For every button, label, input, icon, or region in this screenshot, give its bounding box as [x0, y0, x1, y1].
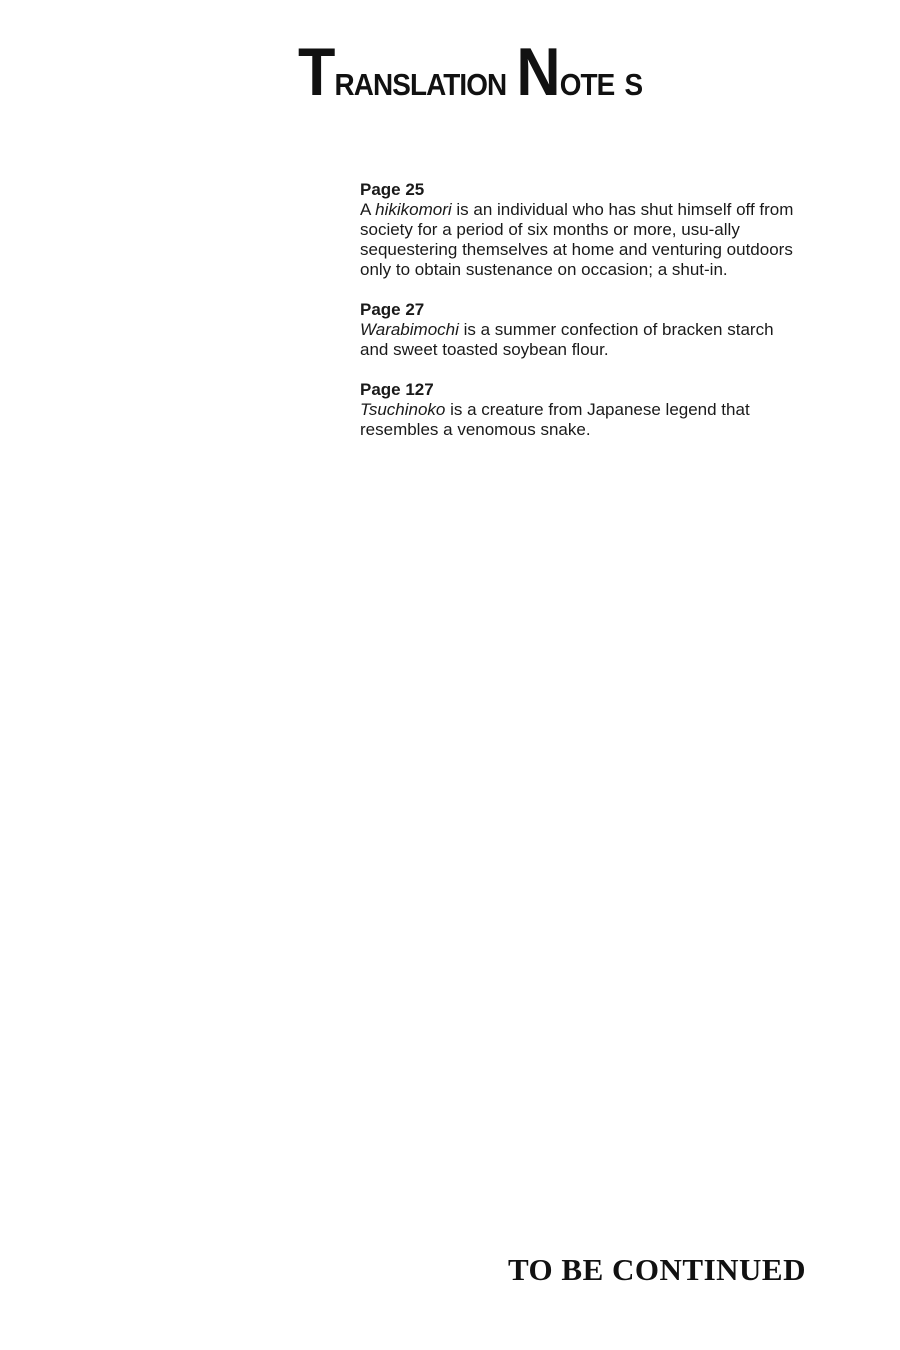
title-word-notes-rest: ote s [559, 56, 643, 105]
to-be-continued: TO BE CONTINUED [507, 1252, 806, 1287]
note-term: Tsuchinoko [360, 400, 446, 419]
title-initial-t: T [298, 34, 335, 110]
note-text: is a creature from Japanese legend that resembles a venomous snake. [360, 400, 750, 439]
note-heading: Page 25 [360, 180, 425, 199]
translation-notes-list [360, 180, 805, 460]
note-body [360, 320, 805, 360]
note-body [360, 200, 805, 280]
note-page-127 [360, 380, 805, 440]
note-page-27 [360, 300, 805, 360]
note-body [360, 400, 805, 440]
note-lead: A [360, 200, 376, 219]
note-text: is a summer confection of bracken starch and sweet toasted soybean flour. [360, 320, 774, 359]
note-heading: Page 27 [360, 300, 425, 319]
note-text: is an individual who has shut himself off from society for a period of six months or more, usu-ally sequestering themselves at home and venturing outdoors only to obtain sustenance on occasion; a shut-in. [360, 200, 794, 279]
note-term: Warabimochi [360, 320, 459, 339]
title-initial-n: N [516, 34, 560, 110]
note-term: hikikomori [375, 200, 452, 219]
note-heading: Page 127 [360, 380, 434, 399]
note-page-25 [360, 180, 805, 280]
page-title [298, 34, 643, 110]
title-word-translation-rest: ranslation [334, 56, 507, 105]
